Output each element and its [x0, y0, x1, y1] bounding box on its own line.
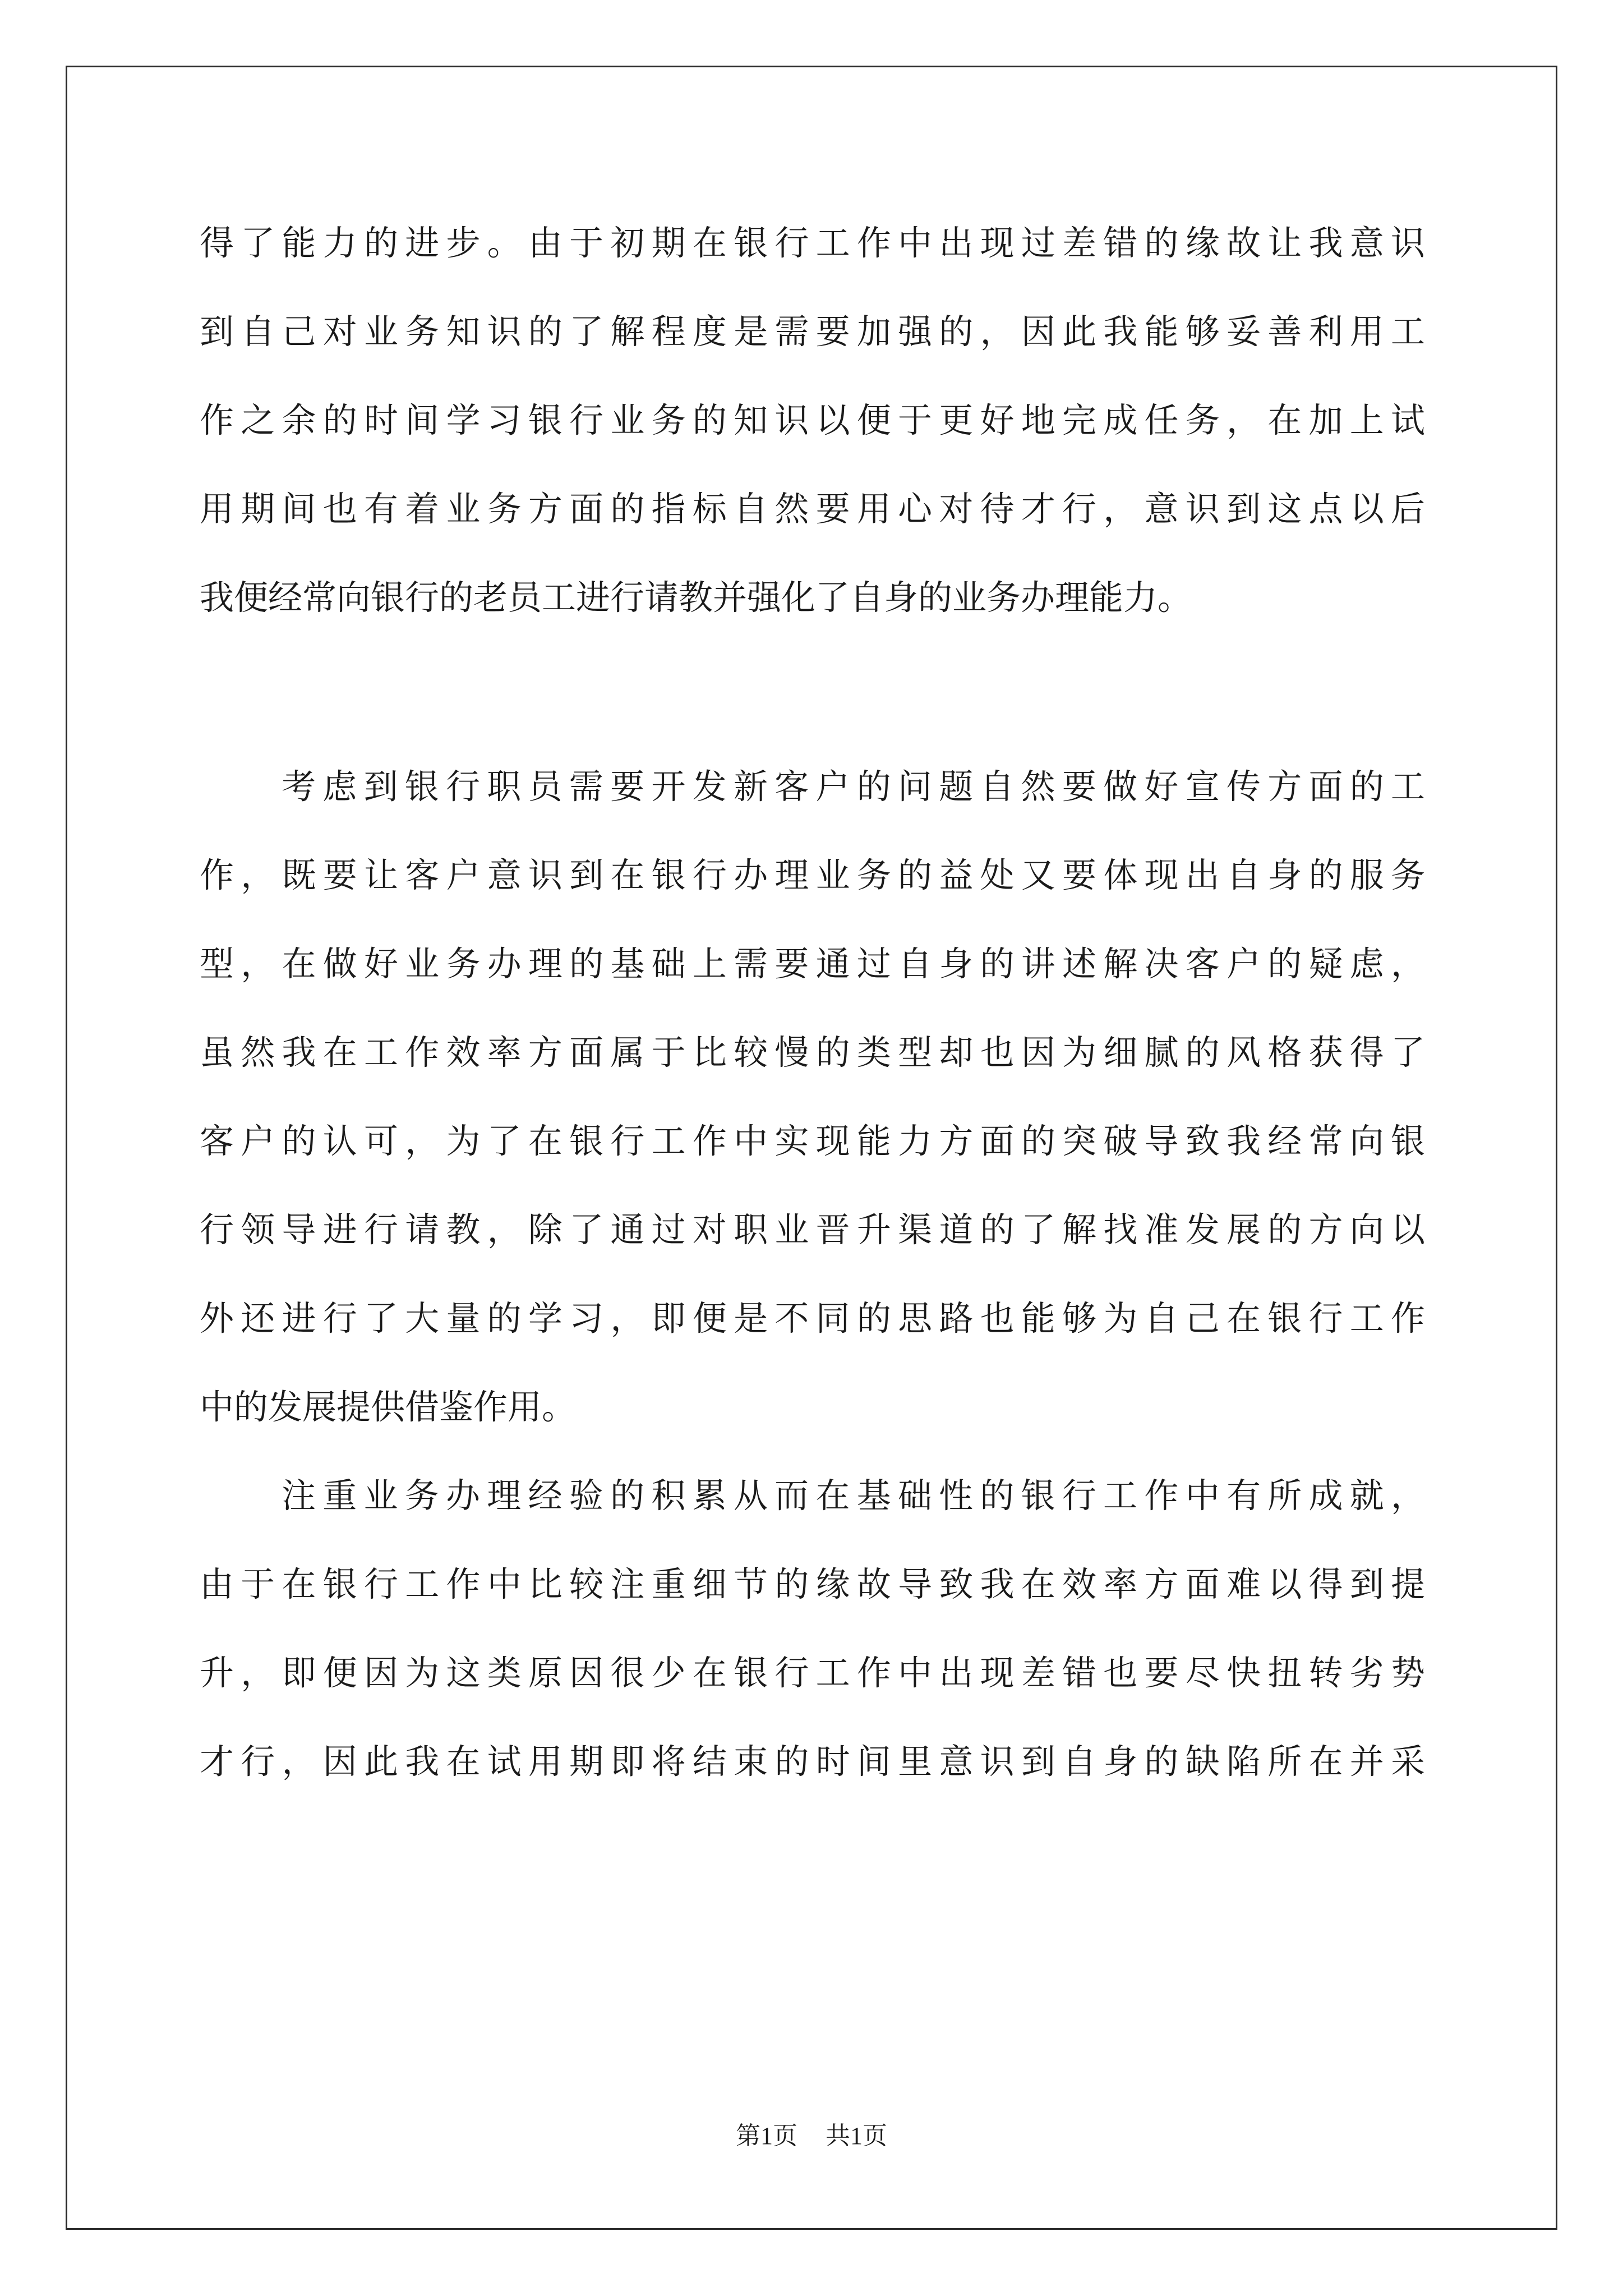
text-line: 作，既要让客户意识到在银行办理业务的益处又要体现出自身的服务 — [200, 855, 1425, 895]
text-line: 作之余的时间学习银行业务的知识以便于更好地完成任务，在加上试 — [200, 401, 1425, 440]
text-line: 到自己对业务知识的了解程度是需要加强的，因此我能够妥善利用工 — [200, 312, 1425, 352]
page-number: 第1页 — [736, 2122, 797, 2150]
text-line: 注重业务办理经验的积累从而在基础性的银行工作中有所成就， — [282, 1476, 1425, 1516]
text-line: 虽然我在工作效率方面属于比较慢的类型却也因为细腻的风格获得了 — [200, 1033, 1425, 1073]
text-line: 用期间也有着业务方面的指标自然要用心对待才行，意识到这点以后 — [200, 489, 1425, 529]
text-line: 由于在银行工作中比较注重细节的缘故导致我在效率方面难以得到提 — [200, 1565, 1425, 1604]
page-total: 共1页 — [826, 2122, 887, 2150]
text-line: 才行，因此我在试用期即将结束的时间里意识到自身的缺陷所在并采 — [200, 1742, 1425, 1782]
text-line: 客户的认可，为了在银行工作中实现能力方面的突破导致我经常向银 — [200, 1121, 1425, 1161]
text-line: 中的发展提供借鉴作用。 — [200, 1387, 577, 1427]
page-footer — [0, 2119, 1623, 2153]
text-line: 考虑到银行职员需要开发新客户的问题自然要做好宣传方面的工 — [282, 767, 1425, 807]
text-line: 型，在做好业务办理的基础上需要通过自身的讲述解决客户的疑虑， — [200, 944, 1425, 984]
text-line: 得了能力的进步。由于初期在银行工作中出现过差错的缘故让我意识 — [200, 223, 1425, 263]
text-line: 升，即便因为这类原因很少在银行工作中出现差错也要尽快扭转劣势 — [200, 1653, 1425, 1693]
text-line: 行领导进行请教，除了通过对职业晋升渠道的了解找准发展的方向以 — [200, 1210, 1425, 1250]
text-line: 我便经常向银行的老员工进行请教并强化了自身的业务办理能力。 — [200, 578, 1192, 618]
text-line: 外还进行了大量的学习，即便是不同的思路也能够为自己在银行工作 — [200, 1299, 1425, 1338]
